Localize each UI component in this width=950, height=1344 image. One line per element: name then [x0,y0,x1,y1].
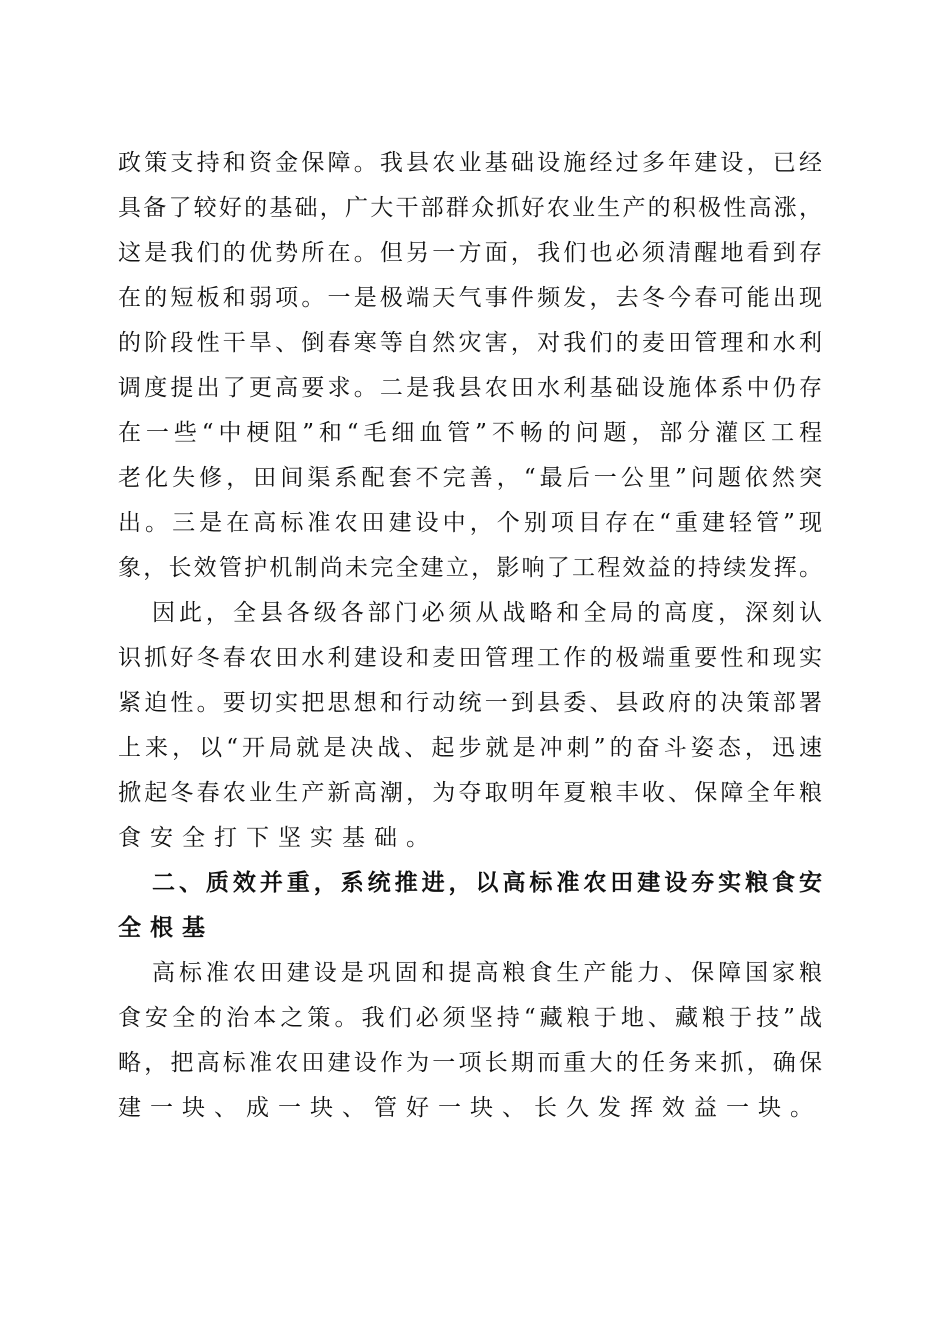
text-line: 政策支持和资金保障。我县农业基础设施经过多年建设，已经 [118,150,822,176]
text-line: 出。三是在高标准农田建设中，个别项目存在“重建轻管”现 [118,510,822,536]
paragraph [118,951,822,1131]
text-line: 全根基 [118,915,214,941]
text-line: 略，把高标准农田建设作为一项长期而重大的任务来抓，确保 [118,1050,822,1076]
text-line: 象，长效管护机制尚未完全建立，影响了工程效益的持续发挥。 [118,555,822,581]
text-line: 调度提出了更高要求。二是我县农田水利基础设施体系中仍存 [118,375,822,401]
text-line: 食安全打下坚实基础。 [118,825,438,851]
text-line: 建一块、成一块、管好一块、长久发挥效益一块。 [118,1095,822,1121]
text-line: 掀起冬春农业生产新高潮，为夺取明年夏粮丰收、保障全年粮 [118,780,822,806]
paragraph [118,591,822,861]
text-line: 高标准农田建设是巩固和提高粮食生产能力、保障国家粮 [152,960,822,986]
paragraph [118,141,822,591]
text-line: 紧迫性。要切实把思想和行动统一到县委、县政府的决策部署 [118,690,822,716]
text-line: 因此，全县各级各部门必须从战略和全局的高度，深刻认 [152,600,822,626]
text-line: 在一些“中梗阻”和“毛细血管”不畅的问题，部分灌区工程 [118,420,822,446]
text-line: 在的短板和弱项。一是极端天气事件频发，去冬今春可能出现 [118,285,822,311]
text-line: 食安全的治本之策。我们必须坚持“藏粮于地、藏粮于技”战 [118,1005,822,1031]
text-line: 这是我们的优势所在。但另一方面，我们也必须清醒地看到存 [118,240,822,266]
text-line: 上来，以“开局就是决战、起步就是冲刺”的奋斗姿态，迅速 [118,735,822,761]
text-line: 的阶段性干旱、倒春寒等自然灾害，对我们的麦田管理和水利 [118,330,822,356]
text-line: 二、质效并重，系统推进，以高标准农田建设夯实粮食安 [152,870,822,896]
text-line: 识抓好冬春农田水利建设和麦田管理工作的极端重要性和现实 [118,645,822,671]
document-body [118,141,822,1131]
text-line: 老化失修，田间渠系配套不完善，“最后一公里”问题依然突 [118,465,822,491]
section-heading [118,861,822,951]
text-line: 具备了较好的基础，广大干部群众抓好农业生产的积极性高涨， [118,195,822,221]
